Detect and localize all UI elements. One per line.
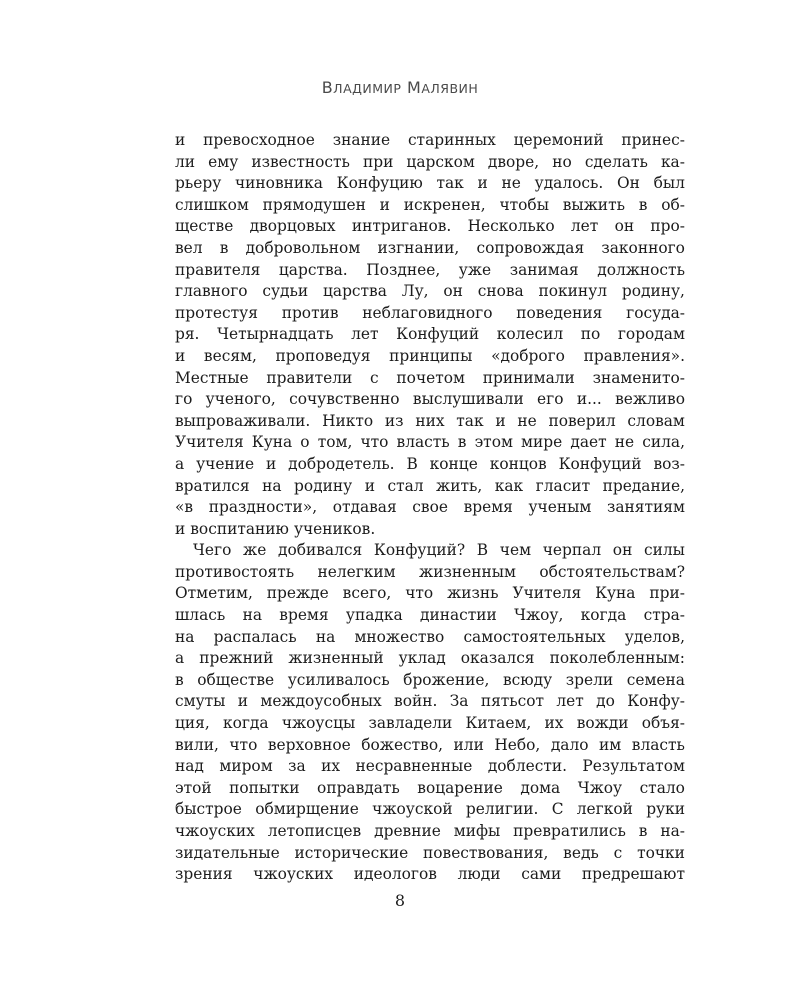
text-line: рьеру чиновника Конфуцию так и не удалось. Он был [175, 174, 685, 193]
text-line: ли ему известность при царском дворе, но сделать ка- [175, 152, 685, 171]
text-line: главного судьи царства Лу, он снова покинул родину, [175, 282, 685, 301]
text-line: зрения чжоуских идеологов люди сами предрешают [175, 865, 685, 884]
text-line: Учителя Куна о том, что власть в этом мире дает не сила, [175, 433, 685, 452]
text-line: и воспитанию учеников. [175, 519, 376, 538]
text-line: выпроваживали. Никто из них так и не поверил словам [175, 411, 685, 430]
text-line: вратился на родину и стал жить, как гласит предание, [175, 476, 685, 495]
text-line: вел в добровольном изгнании, сопровождая законного [175, 238, 685, 257]
text-line: Чего же добивался Конфуций? В чем черпал он силы [193, 541, 685, 560]
text-line: этой попытки оправдать воцарение дома Чжоу стало [175, 778, 685, 797]
text-line: «в праздности», отдавая свое время ученым занятиям [175, 498, 685, 517]
text-line: на распалась на множество самостоятельных уделов, [175, 627, 685, 646]
text-line: го ученого, сочувственно выслушивали его и... вежливо [175, 390, 685, 409]
body-text [175, 130, 685, 886]
text-line: слишком прямодушен и искренен, чтобы выжить в об- [175, 195, 685, 214]
text-line: ция, когда чжоусцы завладели Китаем, их вожди объя- [175, 714, 685, 733]
text-line: чжоуских летописцев древние мифы превратились в на- [175, 822, 685, 840]
text-line: шлась на время упадка династии Чжоу, когда стра- [175, 606, 685, 625]
text-line: Местные правители с почетом принимали знаменито- [175, 368, 685, 387]
text-line: ществе дворцовых интриганов. Несколько лет он про- [175, 217, 685, 236]
text-line: и превосходное знание старинных церемоний принес- [175, 131, 685, 149]
text-line: смуты и междоусобных войн. За пятьсот лет до Конфу- [175, 692, 685, 711]
text-line: в обществе усиливалось брожение, всюду зрели семена [175, 670, 685, 689]
text-line: Отметим, прежде всего, что жизнь Учителя Куна при- [175, 584, 685, 603]
text-line: и весям, проповедуя принципы «доброго правления». [175, 346, 685, 365]
text-line: ря. Четырнадцать лет Конфуций колесил по городам [175, 325, 685, 344]
text-line: зидательные исторические повествования, ведь с точки [175, 843, 685, 862]
text-line: а прежний жизненный уклад оказался поколебленным: [175, 649, 685, 668]
text-line: правителя царства. Позднее, уже занимая должность [175, 260, 685, 279]
text-line: над миром за их несравненные доблести. Результатом [175, 757, 685, 776]
text-line: быстрое обмирщение чжоуской религии. С легкой руки [175, 800, 685, 819]
running-head-title: ВЛАДИМИР МАЛЯВИН [321, 78, 479, 97]
page-number: 8 [394, 891, 406, 910]
text-line: противостоять нелегким жизненным обстоятельствам? [175, 562, 685, 581]
text-line: вили, что верховное божество, или Небо, дало им власть [175, 735, 685, 754]
text-line: а учение и добродетель. В конце концов Конфуций воз- [175, 454, 685, 473]
text-line: протестуя против неблаговидного поведения госуда- [175, 303, 685, 322]
